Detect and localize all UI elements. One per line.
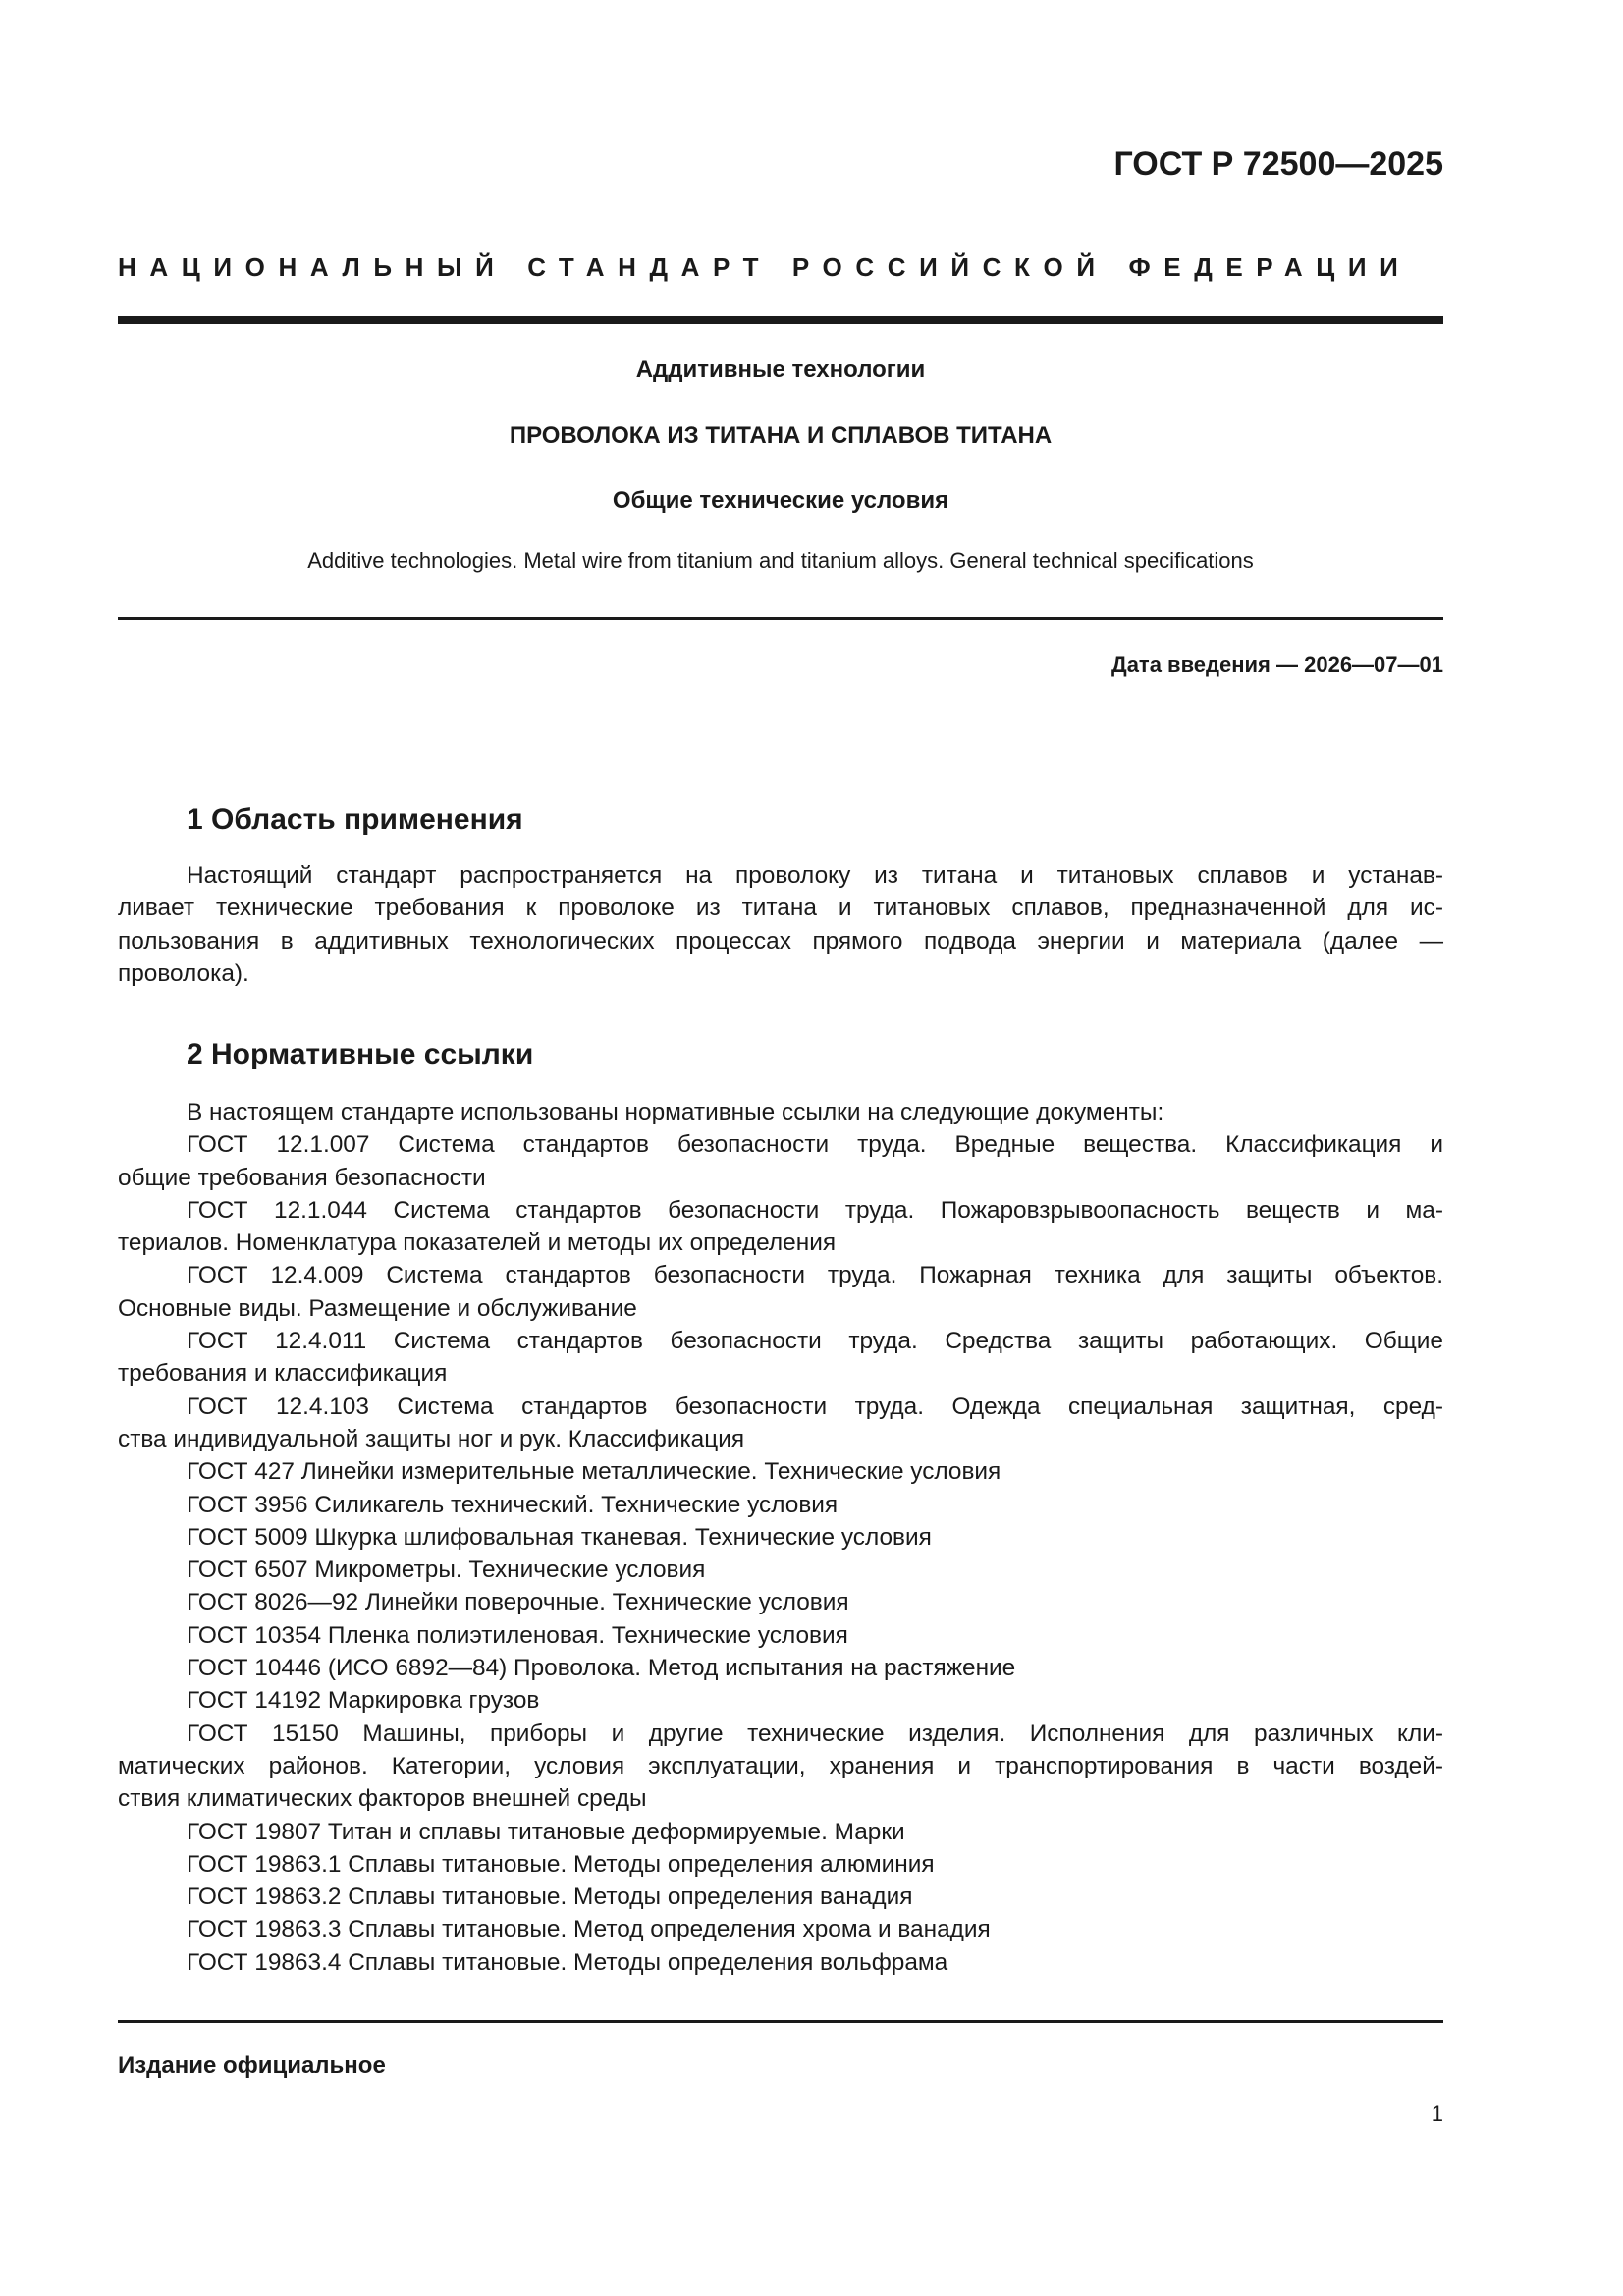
- scope-paragraph: [118, 859, 1443, 990]
- title-rule: [118, 617, 1443, 620]
- reference-item: ГОСТ 19863.4 Сплавы титановые. Методы определения вольфрама: [187, 1948, 948, 1976]
- header-rule: [118, 316, 1443, 324]
- footer-rule: [118, 2020, 1443, 2023]
- title-main: ПРОВОЛОКА ИЗ ТИТАНА И СПЛАВОВ ТИТАНА: [509, 422, 1053, 449]
- title-subtitle: Общие технические условия: [612, 487, 949, 514]
- reference-item-cont: требования и классификация: [118, 1360, 448, 1388]
- reference-item: ГОСТ 12.4.103 Система стандартов безопасности труда. Одежда специальная защитная, сред-: [187, 1393, 1443, 1420]
- reference-item: ГОСТ 6507 Микрометры. Технические условия: [187, 1557, 706, 1584]
- reference-item: ГОСТ 19863.2 Сплавы титановые. Методы определения ванадия: [187, 1884, 913, 1911]
- reference-item: ГОСТ 19863.1 Сплавы титановые. Методы определения алюминия: [187, 1850, 935, 1878]
- reference-item: ГОСТ 8026—92 Линейки поверочные. Технические условия: [187, 1589, 849, 1616]
- reference-item: ГОСТ 19807 Титан и сплавы титановые деформируемые. Марки: [187, 1818, 905, 1845]
- introduction-date: Дата введения — 2026—07—01: [1111, 652, 1443, 677]
- reference-item: ГОСТ 10354 Пленка полиэтиленовая. Технические условия: [187, 1621, 848, 1649]
- reference-item-cont: общие требования безопасности: [118, 1164, 486, 1191]
- reference-item: ГОСТ 3956 Силикагель технический. Технические условия: [187, 1491, 839, 1518]
- text-line: Настоящий стандарт распространяется на проволоку из титана и титановых сплавов и устанав-: [187, 862, 1443, 889]
- reference-item: ГОСТ 14192 Маркировка грузов: [187, 1687, 540, 1715]
- reference-item-cont: Основные виды. Размещение и обслуживание: [118, 1294, 637, 1322]
- reference-item: ГОСТ 12.4.009 Система стандартов безопасности труда. Пожарная техника для защиты объектов.: [187, 1262, 1443, 1289]
- references-list: [118, 1096, 1443, 1979]
- gost-number: ГОСТ Р 72500—2025: [1113, 145, 1443, 183]
- page-number: 1: [1431, 2102, 1443, 2126]
- national-standard-banner: НАЦИОНАЛЬНЫЙ СТАНДАРТ РОССИЙСКОЙ ФЕДЕРАЦИИ: [118, 252, 1412, 282]
- reference-item-cont: ствия климатических факторов внешней среды: [118, 1785, 647, 1813]
- reference-item: ГОСТ 427 Линейки измерительные металлические. Технические условия: [187, 1458, 1001, 1486]
- text-line: В настоящем стандарте использованы нормативные ссылки на следующие документы:: [187, 1099, 1164, 1125]
- title-subject: Аддитивные технологии: [635, 356, 926, 383]
- reference-item: ГОСТ 15150 Машины, приборы и другие технические изделия. Исполнения для различных кли-: [187, 1720, 1443, 1747]
- title-english: Additive technologies. Metal wire from titanium and titanium alloys. General technical specifications: [307, 548, 1254, 573]
- text-line: ливает технические требования к проволоке из титана и титановых сплавов, предназначенной для ис-: [118, 895, 1443, 922]
- reference-item-cont: териалов. Номенклатура показателей и методы их определения: [118, 1230, 837, 1257]
- section-heading-scope: 1 Область применения: [187, 803, 523, 836]
- reference-item-cont: матических районов. Категории, условия эксплуатации, хранения и транспортирования в части воздей-: [118, 1752, 1443, 1779]
- reference-item: ГОСТ 5009 Шкурка шлифовальная тканевая. Технические условия: [187, 1523, 932, 1551]
- reference-item: ГОСТ 12.1.044 Система стандартов безопасности труда. Пожаровзрывоопасность веществ и ма-: [187, 1196, 1443, 1224]
- reference-item-cont: ства индивидуальной защиты ног и рук. Классификация: [118, 1425, 745, 1452]
- reference-item: ГОСТ 12.4.011 Система стандартов безопасности труда. Средства защиты работающих. Общие: [187, 1328, 1443, 1355]
- text-line: пользования в аддитивных технологических процессах прямого подвода энергии и материала (далее —: [118, 927, 1443, 955]
- section-heading-references: 2 Нормативные ссылки: [187, 1038, 534, 1070]
- reference-item: ГОСТ 10446 (ИСО 6892—84) Проволока. Метод испытания на растяжение: [187, 1655, 1016, 1682]
- reference-item: ГОСТ 19863.3 Сплавы титановые. Метод определения хрома и ванадия: [187, 1916, 991, 1943]
- text-line: проволока).: [118, 959, 249, 987]
- official-edition-label: Издание официальное: [118, 2052, 386, 2079]
- reference-item: ГОСТ 12.1.007 Система стандартов безопасности труда. Вредные вещества. Классификация и: [187, 1131, 1443, 1159]
